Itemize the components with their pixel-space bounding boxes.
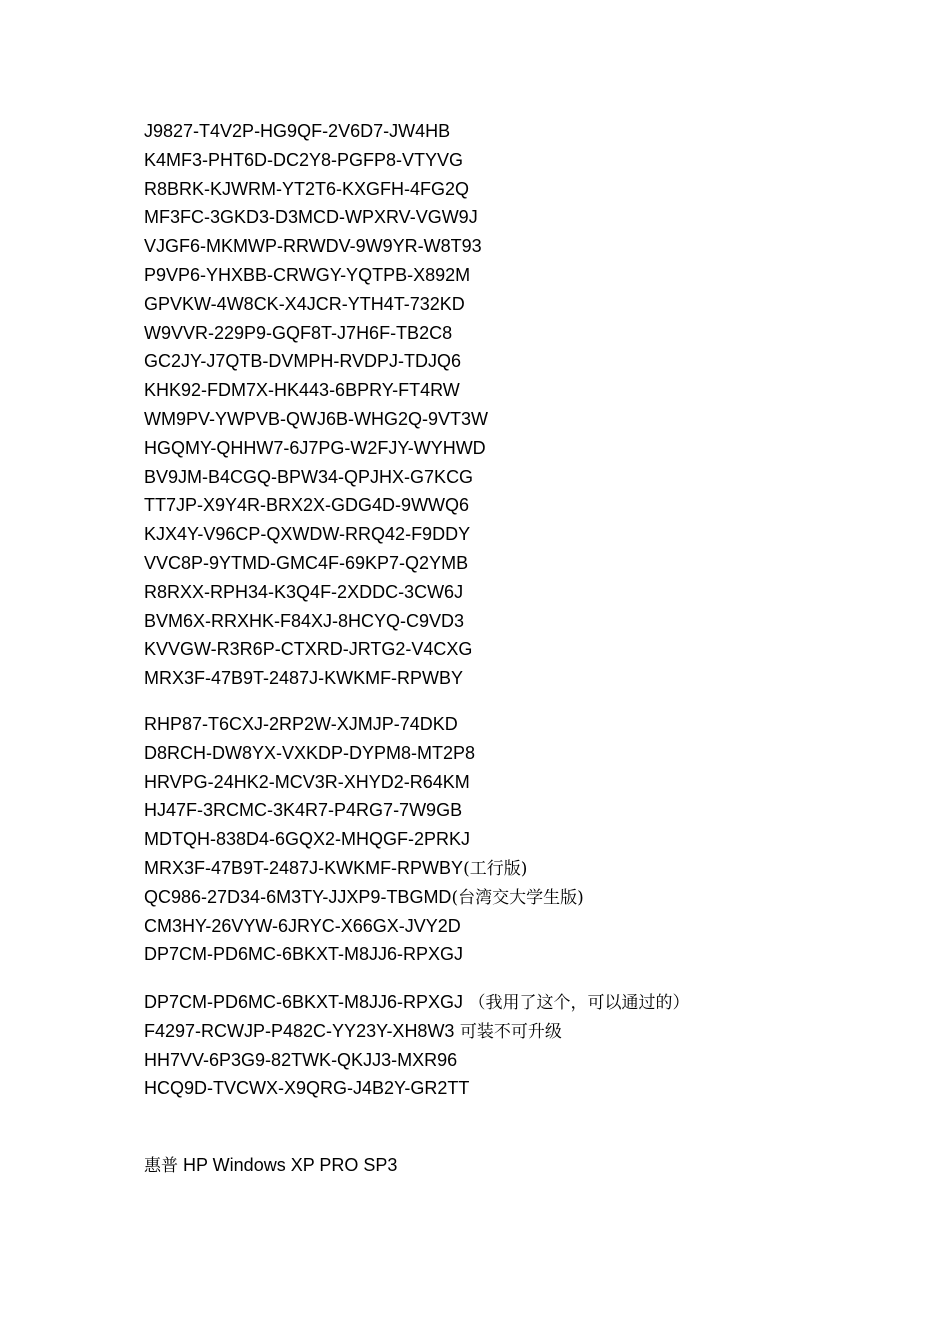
product-key-line: TT7JP-X9Y4R-BRX2X-GDG4D-9WWQ6 xyxy=(144,495,470,516)
product-key-line: BVM6X-RRXHK-F84XJ-8HCYQ-C9VD3 xyxy=(144,610,465,631)
product-key-line xyxy=(144,825,904,854)
product-key-line: P9VP6-YHXBB-CRWGY-YQTPB-X892M xyxy=(144,264,471,285)
product-key: F4297-RCWJP-P482C-YY23Y-XH8W3 xyxy=(144,1020,455,1041)
product-key-line xyxy=(144,739,904,768)
product-key: CM3HY-26VYW-6JRYC-X66GX-JVY2D xyxy=(144,915,461,936)
product-key-line: W9VVR-229P9-GQF8T-J7H6F-TB2C8 xyxy=(144,322,453,343)
product-key-line xyxy=(144,1017,904,1046)
key-note: (台湾交大学生版) xyxy=(451,887,584,908)
product-key-line: HGQMY-QHHW7-6J7PG-W2FJY-WYHWD xyxy=(144,437,486,458)
product-key-line xyxy=(144,988,904,1017)
product-key-line: KJX4Y-V96CP-QXWDW-RRQ42-F9DDY xyxy=(144,524,471,545)
product-key-line: WM9PV-YWPVB-QWJ6B-WHG2Q-9VT3W xyxy=(144,408,489,429)
product-key: HH7VV-6P3G9-82TWK-QKJJ3-MXR96 xyxy=(144,1049,458,1070)
product-key-line xyxy=(144,912,904,941)
product-key-line: KHK92-FDM7X-HK443-6BPRY-FT4RW xyxy=(144,380,460,401)
product-key-line: K4MF3-PHT6D-DC2Y8-PGFP8-VTYVG xyxy=(144,149,464,170)
product-key: MRX3F-47B9T-2487J-KWKMF-RPWBY xyxy=(144,857,464,878)
key-note: (工行版) xyxy=(463,858,528,879)
key-note: （我用了这个，可以通过的） xyxy=(463,993,690,1013)
product-key-line: R8BRK-KJWRM-YT2T6-KXGFH-4FG2Q xyxy=(144,178,470,199)
key-list-group-2 xyxy=(144,710,904,969)
product-key-line xyxy=(144,1046,904,1075)
product-key-line xyxy=(144,796,904,825)
key-note: 可装不可升级 xyxy=(454,1021,562,1042)
product-key: HCQ9D-TVCWX-X9QRG-J4B2Y-GR2TT xyxy=(144,1078,470,1099)
product-key-line xyxy=(144,768,904,797)
product-key: RHP87-T6CXJ-2RP2W-XJMJP-74DKD xyxy=(144,714,458,734)
product-key-line: R8RXX-RPH34-K3Q4F-2XDDC-3CW6J xyxy=(144,581,464,602)
product-key: HJ47F-3RCMC-3K4R7-P4RG7-7W9GB xyxy=(144,800,463,821)
product-key-line: KVVGW-R3R6P-CTXRD-JRTG2-V4CXG xyxy=(144,639,473,660)
key-list-group-3 xyxy=(144,988,904,1103)
key-list-group-1 xyxy=(144,117,904,693)
footer-text: HP Windows XP PRO SP3 xyxy=(178,1155,398,1175)
product-key-line: VVC8P-9YTMD-GMC4F-69KP7-Q2YMB xyxy=(144,552,469,573)
product-key: DP7CM-PD6MC-6BKXT-M8JJ6-RPXGJ xyxy=(144,992,464,1012)
product-key-line: J9827-T4V2P-HG9QF-2V6D7-JW4HB xyxy=(144,121,451,141)
product-key-line: MF3FC-3GKD3-D3MCD-WPXRV-VGW9J xyxy=(144,207,478,228)
footer-heading xyxy=(144,1151,904,1180)
product-key-line: MRX3F-47B9T-2487J-KWKMF-RPWBY xyxy=(144,668,464,689)
footer-prefix: 惠普 xyxy=(144,1156,178,1176)
product-key-line: GC2JY-J7QTB-DVMPH-RVDPJ-TDJQ6 xyxy=(144,351,462,372)
product-key: HRVPG-24HK2-MCV3R-XHYD2-R64KM xyxy=(144,771,470,792)
product-key: D8RCH-DW8YX-VXKDP-DYPM8-MT2P8 xyxy=(144,742,476,763)
footer-line xyxy=(144,1151,904,1180)
product-key: QC986-27D34-6M3TY-JJXP9-TBGMD xyxy=(144,886,452,907)
product-key-line xyxy=(144,883,904,912)
product-key-line xyxy=(144,1074,904,1103)
product-key-line xyxy=(144,940,904,969)
product-key-line: VJGF6-MKMWP-RRWDV-9W9YR-W8T93 xyxy=(144,236,482,257)
product-key: MDTQH-838D4-6GQX2-MHQGF-2PRKJ xyxy=(144,829,471,850)
product-key-line: GPVKW-4W8CK-X4JCR-YTH4T-732KD xyxy=(144,293,465,314)
product-key-line: BV9JM-B4CGQ-BPW34-QPJHX-G7KCG xyxy=(144,466,474,487)
product-key-line xyxy=(144,854,904,883)
product-key: DP7CM-PD6MC-6BKXT-M8JJ6-RPXGJ xyxy=(144,944,464,965)
product-key-line xyxy=(144,710,904,739)
